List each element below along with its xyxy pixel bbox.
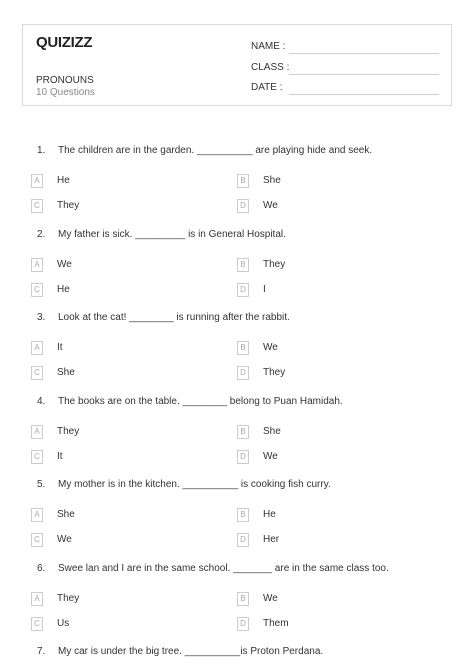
option-text: We	[263, 200, 278, 211]
option-text: Us	[57, 618, 70, 629]
option-text: I	[263, 284, 266, 295]
option-text: We	[57, 534, 72, 545]
option-text: We	[263, 451, 278, 462]
class-field[interactable]	[251, 62, 289, 73]
question-number: 5.	[37, 479, 46, 490]
option-letter-box[interactable]: B	[237, 508, 249, 522]
question-2	[37, 229, 286, 240]
option-text: It	[57, 342, 63, 353]
option-letter-box[interactable]: D	[237, 199, 249, 213]
option-text: She	[57, 367, 75, 378]
option-letter-box[interactable]: B	[237, 258, 249, 272]
option-letter-box[interactable]: C	[31, 366, 43, 380]
question-7	[37, 646, 323, 657]
quizizz-logo: QUIZIZZ	[36, 34, 93, 51]
option-letter-box[interactable]: B	[237, 341, 249, 355]
class-label: CLASS :	[251, 62, 290, 73]
name-label: NAME :	[251, 41, 286, 52]
option-text: She	[263, 426, 281, 437]
option-letter-box[interactable]: B	[237, 174, 249, 188]
option-text: They	[263, 367, 286, 378]
option-letter-box[interactable]: A	[31, 508, 43, 522]
option-letter-box[interactable]: C	[31, 617, 43, 631]
question-text: The children are in the garden. __________ are playing hide and seek.	[58, 145, 373, 156]
option-text: It	[57, 451, 63, 462]
option-text: She	[263, 175, 281, 186]
question-text: My mother is in the kitchen. __________ is cooking fish curry.	[58, 479, 331, 490]
option-text: He	[57, 284, 70, 295]
worksheet-title: PRONOUNS	[36, 75, 94, 86]
question-3	[37, 312, 290, 323]
option-letter-box[interactable]: C	[31, 283, 43, 297]
option-text: Her	[263, 534, 280, 545]
question-text: My car is under the big tree. __________is Proton Perdana.	[58, 646, 324, 657]
option-letter-box[interactable]: A	[31, 592, 43, 606]
question-1	[37, 145, 372, 156]
option-letter-box[interactable]: A	[31, 258, 43, 272]
question-6	[37, 563, 389, 574]
option-text: They	[263, 259, 286, 270]
option-text: We	[263, 342, 278, 353]
option-letter-box[interactable]: A	[31, 341, 43, 355]
option-text: He	[263, 509, 276, 520]
date-field[interactable]	[251, 82, 282, 93]
option-letter-box[interactable]: C	[31, 533, 43, 547]
option-text: We	[57, 259, 72, 270]
question-count: 10 Questions	[36, 87, 95, 98]
option-letter-box[interactable]: D	[237, 450, 249, 464]
question-number: 2.	[37, 229, 46, 240]
question-4	[37, 396, 343, 407]
name-line	[289, 53, 439, 54]
name-field[interactable]	[251, 41, 285, 52]
class-line	[289, 74, 439, 75]
option-letter-box[interactable]: D	[237, 617, 249, 631]
date-label: DATE :	[251, 82, 283, 93]
question-5	[37, 479, 331, 490]
option-letter-box[interactable]: D	[237, 283, 249, 297]
option-letter-box[interactable]: A	[31, 425, 43, 439]
option-text: She	[57, 509, 75, 520]
worksheet-header	[22, 24, 452, 106]
question-text: Look at the cat! ________ is running after the rabbit.	[58, 312, 290, 323]
question-number: 7.	[37, 646, 46, 657]
option-text: They	[57, 426, 80, 437]
option-letter-box[interactable]: A	[31, 174, 43, 188]
option-text: He	[57, 175, 70, 186]
question-number: 6.	[37, 563, 46, 574]
option-text: They	[57, 593, 80, 604]
option-letter-box[interactable]: B	[237, 592, 249, 606]
option-letter-box[interactable]: B	[237, 425, 249, 439]
question-text: My father is sick. _________ is in General Hospital.	[58, 229, 286, 240]
option-text: Them	[263, 618, 289, 629]
date-line	[289, 94, 439, 95]
option-text: They	[57, 200, 80, 211]
question-number: 3.	[37, 312, 46, 323]
question-text: Swee lan and I are in the same school. _______ are in the same class too.	[58, 563, 389, 574]
question-number: 1.	[37, 145, 46, 156]
question-text: The books are on the table. ________ belong to Puan Hamidah.	[58, 396, 343, 407]
option-letter-box[interactable]: C	[31, 199, 43, 213]
option-letter-box[interactable]: D	[237, 533, 249, 547]
option-letter-box[interactable]: D	[237, 366, 249, 380]
option-letter-box[interactable]: C	[31, 450, 43, 464]
question-number: 4.	[37, 396, 46, 407]
option-text: We	[263, 593, 278, 604]
